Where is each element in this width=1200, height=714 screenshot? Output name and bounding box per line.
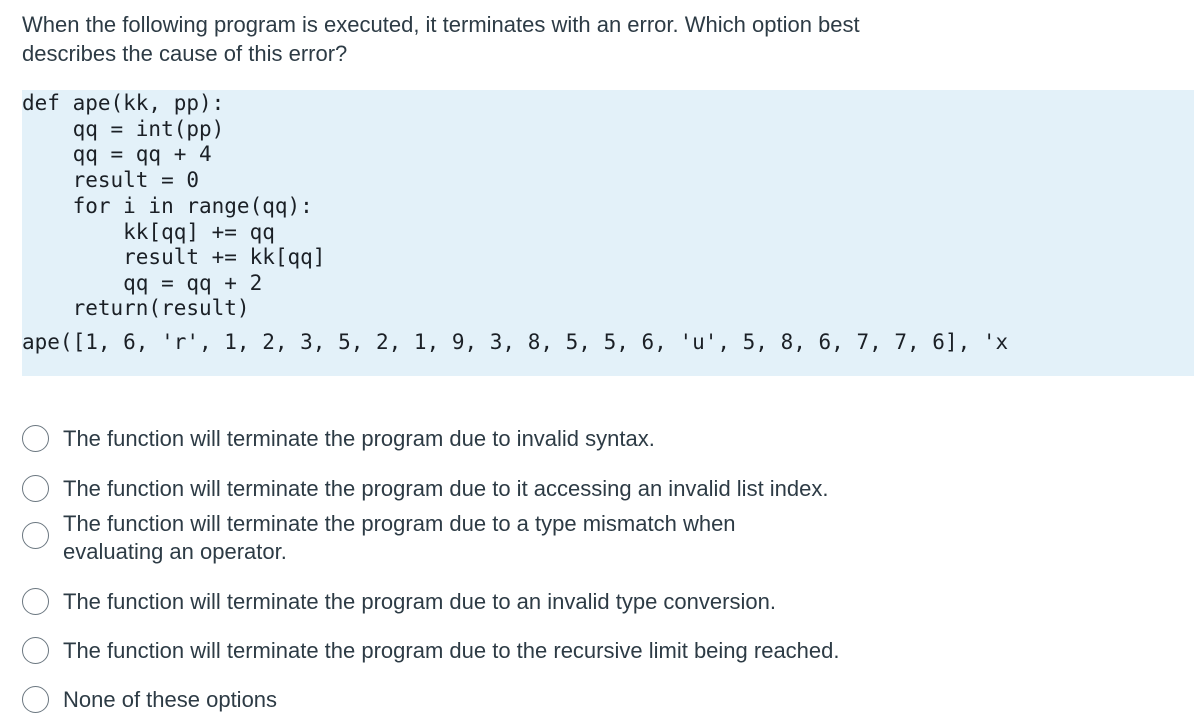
code-line: qq = qq + 4	[22, 142, 212, 166]
option-label: The function will terminate the program due to it accessing an invalid list index.	[63, 476, 829, 501]
option-label: The function will terminate the program due to an invalid type conversion.	[63, 589, 776, 614]
code-block	[22, 90, 1194, 376]
answer-option[interactable]	[22, 510, 1192, 566]
radio-button[interactable]	[22, 588, 49, 615]
answer-option[interactable]	[22, 588, 1192, 616]
radio-button[interactable]	[22, 425, 49, 452]
radio-button[interactable]	[22, 686, 49, 713]
question-text: When the following program is executed, it terminates with an error. Which option best describes the cause of this error?	[22, 12, 860, 66]
code-line: ape([1, 6, 'r', 1, 2, 3, 5, 2, 1, 9, 3, 8, 5, 5, 6, 'u', 5, 8, 6, 7, 7, 6], 'x	[22, 330, 1009, 354]
code-line: result = 0	[22, 168, 200, 192]
code-line: return(result)	[22, 296, 250, 320]
radio-button[interactable]	[22, 522, 49, 549]
code-line: def ape(kk, pp):	[22, 91, 225, 115]
answer-option[interactable]	[22, 686, 1192, 714]
radio-button[interactable]	[22, 475, 49, 502]
code-line: for i in range(qq):	[22, 194, 313, 218]
option-label: The function will terminate the program due to a type mismatch when evaluating an operator.	[63, 511, 736, 564]
code-line: result += kk[qq]	[22, 245, 326, 269]
answer-option[interactable]	[22, 475, 1192, 503]
code-lines	[22, 90, 1009, 376]
option-label: None of these options	[63, 687, 278, 712]
radio-button[interactable]	[22, 637, 49, 664]
option-label: The function will terminate the program due to the recursive limit being reached.	[63, 638, 840, 663]
answer-option[interactable]	[22, 637, 1192, 665]
option-label: The function will terminate the program due to invalid syntax.	[63, 426, 655, 451]
code-line: qq = int(pp)	[22, 117, 225, 141]
code-line: qq = qq + 2	[22, 271, 263, 295]
code-line: kk[qq] += qq	[22, 220, 275, 244]
answer-option[interactable]	[22, 425, 1192, 453]
